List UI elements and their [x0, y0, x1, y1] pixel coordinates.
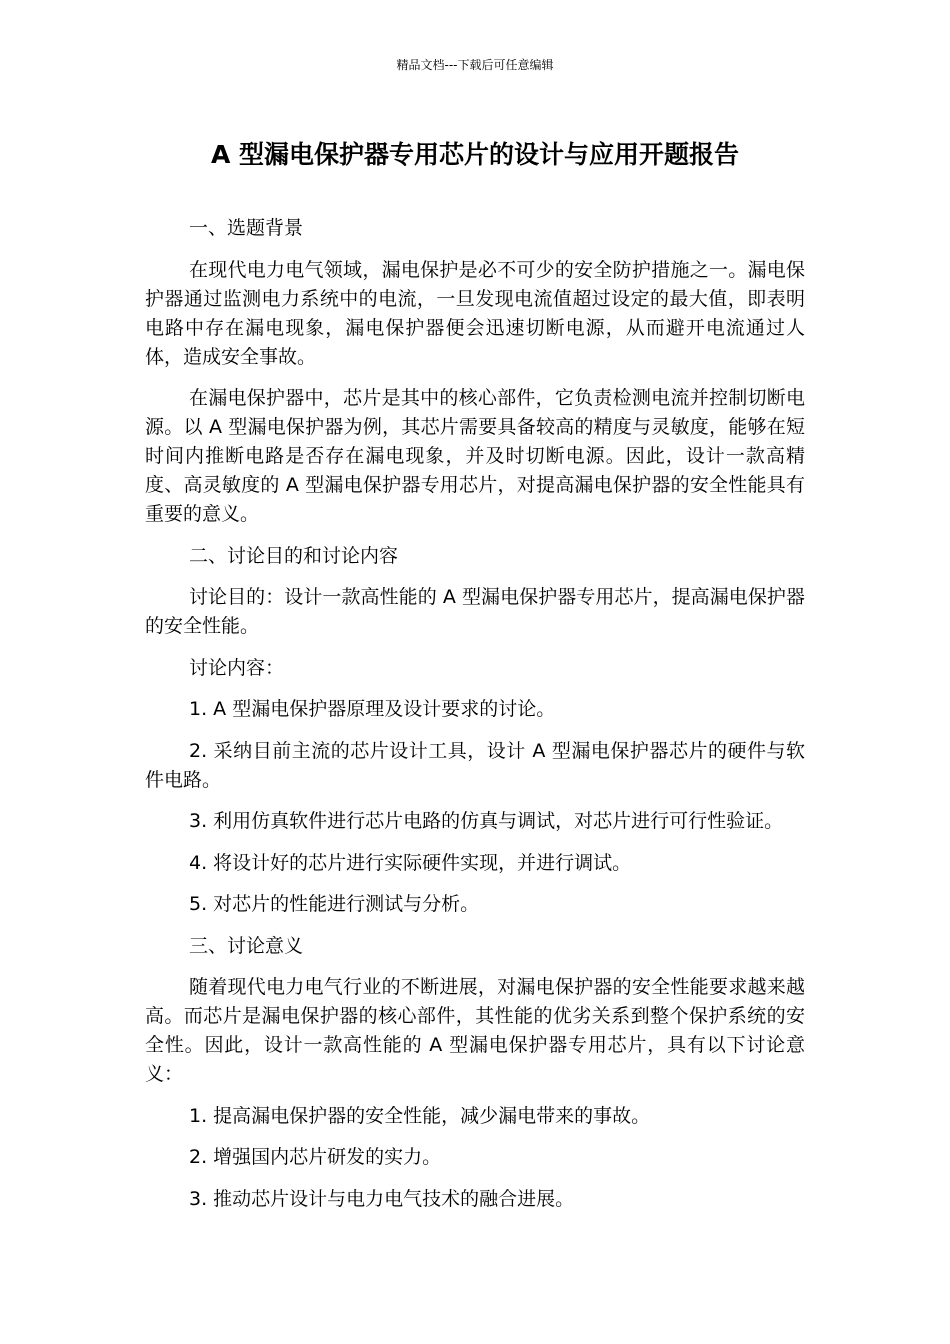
list-item: 5. 对芯片的性能进行测试与分析。 — [189, 893, 480, 915]
list-item: 3. 利用仿真软件进行芯片电路的仿真与调试，对芯片进行可行性验证。 — [189, 810, 784, 832]
document-body — [145, 214, 805, 1226]
list-item: 2. 增强国内芯片研发的实力。 — [189, 1146, 442, 1168]
list-item: 3. 推动芯片设计与电力电气技术的融合进展。 — [189, 1187, 575, 1210]
document-title: A 型漏电保护器专用芯片的设计与应用开题报告 — [210, 140, 740, 169]
paragraph: 在漏电保护器中，芯片是其中的核心部件，它负责检测电流并控制切断电源。以 A 型漏电保护器为例，其芯片需要具备较高的精度与灵敏度，能够在短时间内推断电路是否存在漏电现象，并及时切断电源。因此，设计一款高精度、高灵敏度的 A 型漏电保护器专用芯片，对提高漏电保护器的安全性能具有重要的意义。 — [145, 387, 805, 525]
page-header: 精品文档---下载后可任意编辑 — [396, 58, 554, 72]
list-item: 1. A 型漏电保护器原理及设计要求的讨论。 — [189, 698, 556, 720]
section-heading-background: 一、选题背景 — [189, 217, 304, 239]
paragraph: 讨论内容： — [189, 656, 285, 679]
list-item: 2. 采纳目前主流的芯片设计工具，设计 A 型漏电保护器芯片的硬件与软件电路。 — [145, 739, 805, 791]
paragraph: 在现代电力电气领域，漏电保护是必不可少的安全防护措施之一。漏电保护器通过监测电力系统中的电流，一旦发现电流值超过设定的最大值，即表明电路中存在漏电现象，漏电保护器便会迅速切断电源，从而避开电流通过人体，造成安全事故。 — [145, 258, 805, 368]
section-heading-significance: 三、讨论意义 — [189, 934, 304, 957]
list-item: 1. 提高漏电保护器的安全性能，减少漏电带来的事故。 — [189, 1104, 651, 1127]
section-heading-purpose: 二、讨论目的和讨论内容 — [189, 544, 399, 567]
list-item: 4. 将设计好的芯片进行实际硬件实现，并进行调试。 — [189, 851, 632, 874]
paragraph: 讨论目的：设计一款高性能的 A 型漏电保护器专用芯片，提高漏电保护器的安全性能。 — [145, 586, 805, 637]
paragraph: 随着现代电力电气行业的不断进展，对漏电保护器的安全性能要求越来越高。而芯片是漏电保护器的核心部件，其性能的优劣关系到整个保护系统的安全性。因此，设计一款高性能的 A 型漏电保护器专用芯片，具有以下讨论意义： — [145, 976, 805, 1085]
